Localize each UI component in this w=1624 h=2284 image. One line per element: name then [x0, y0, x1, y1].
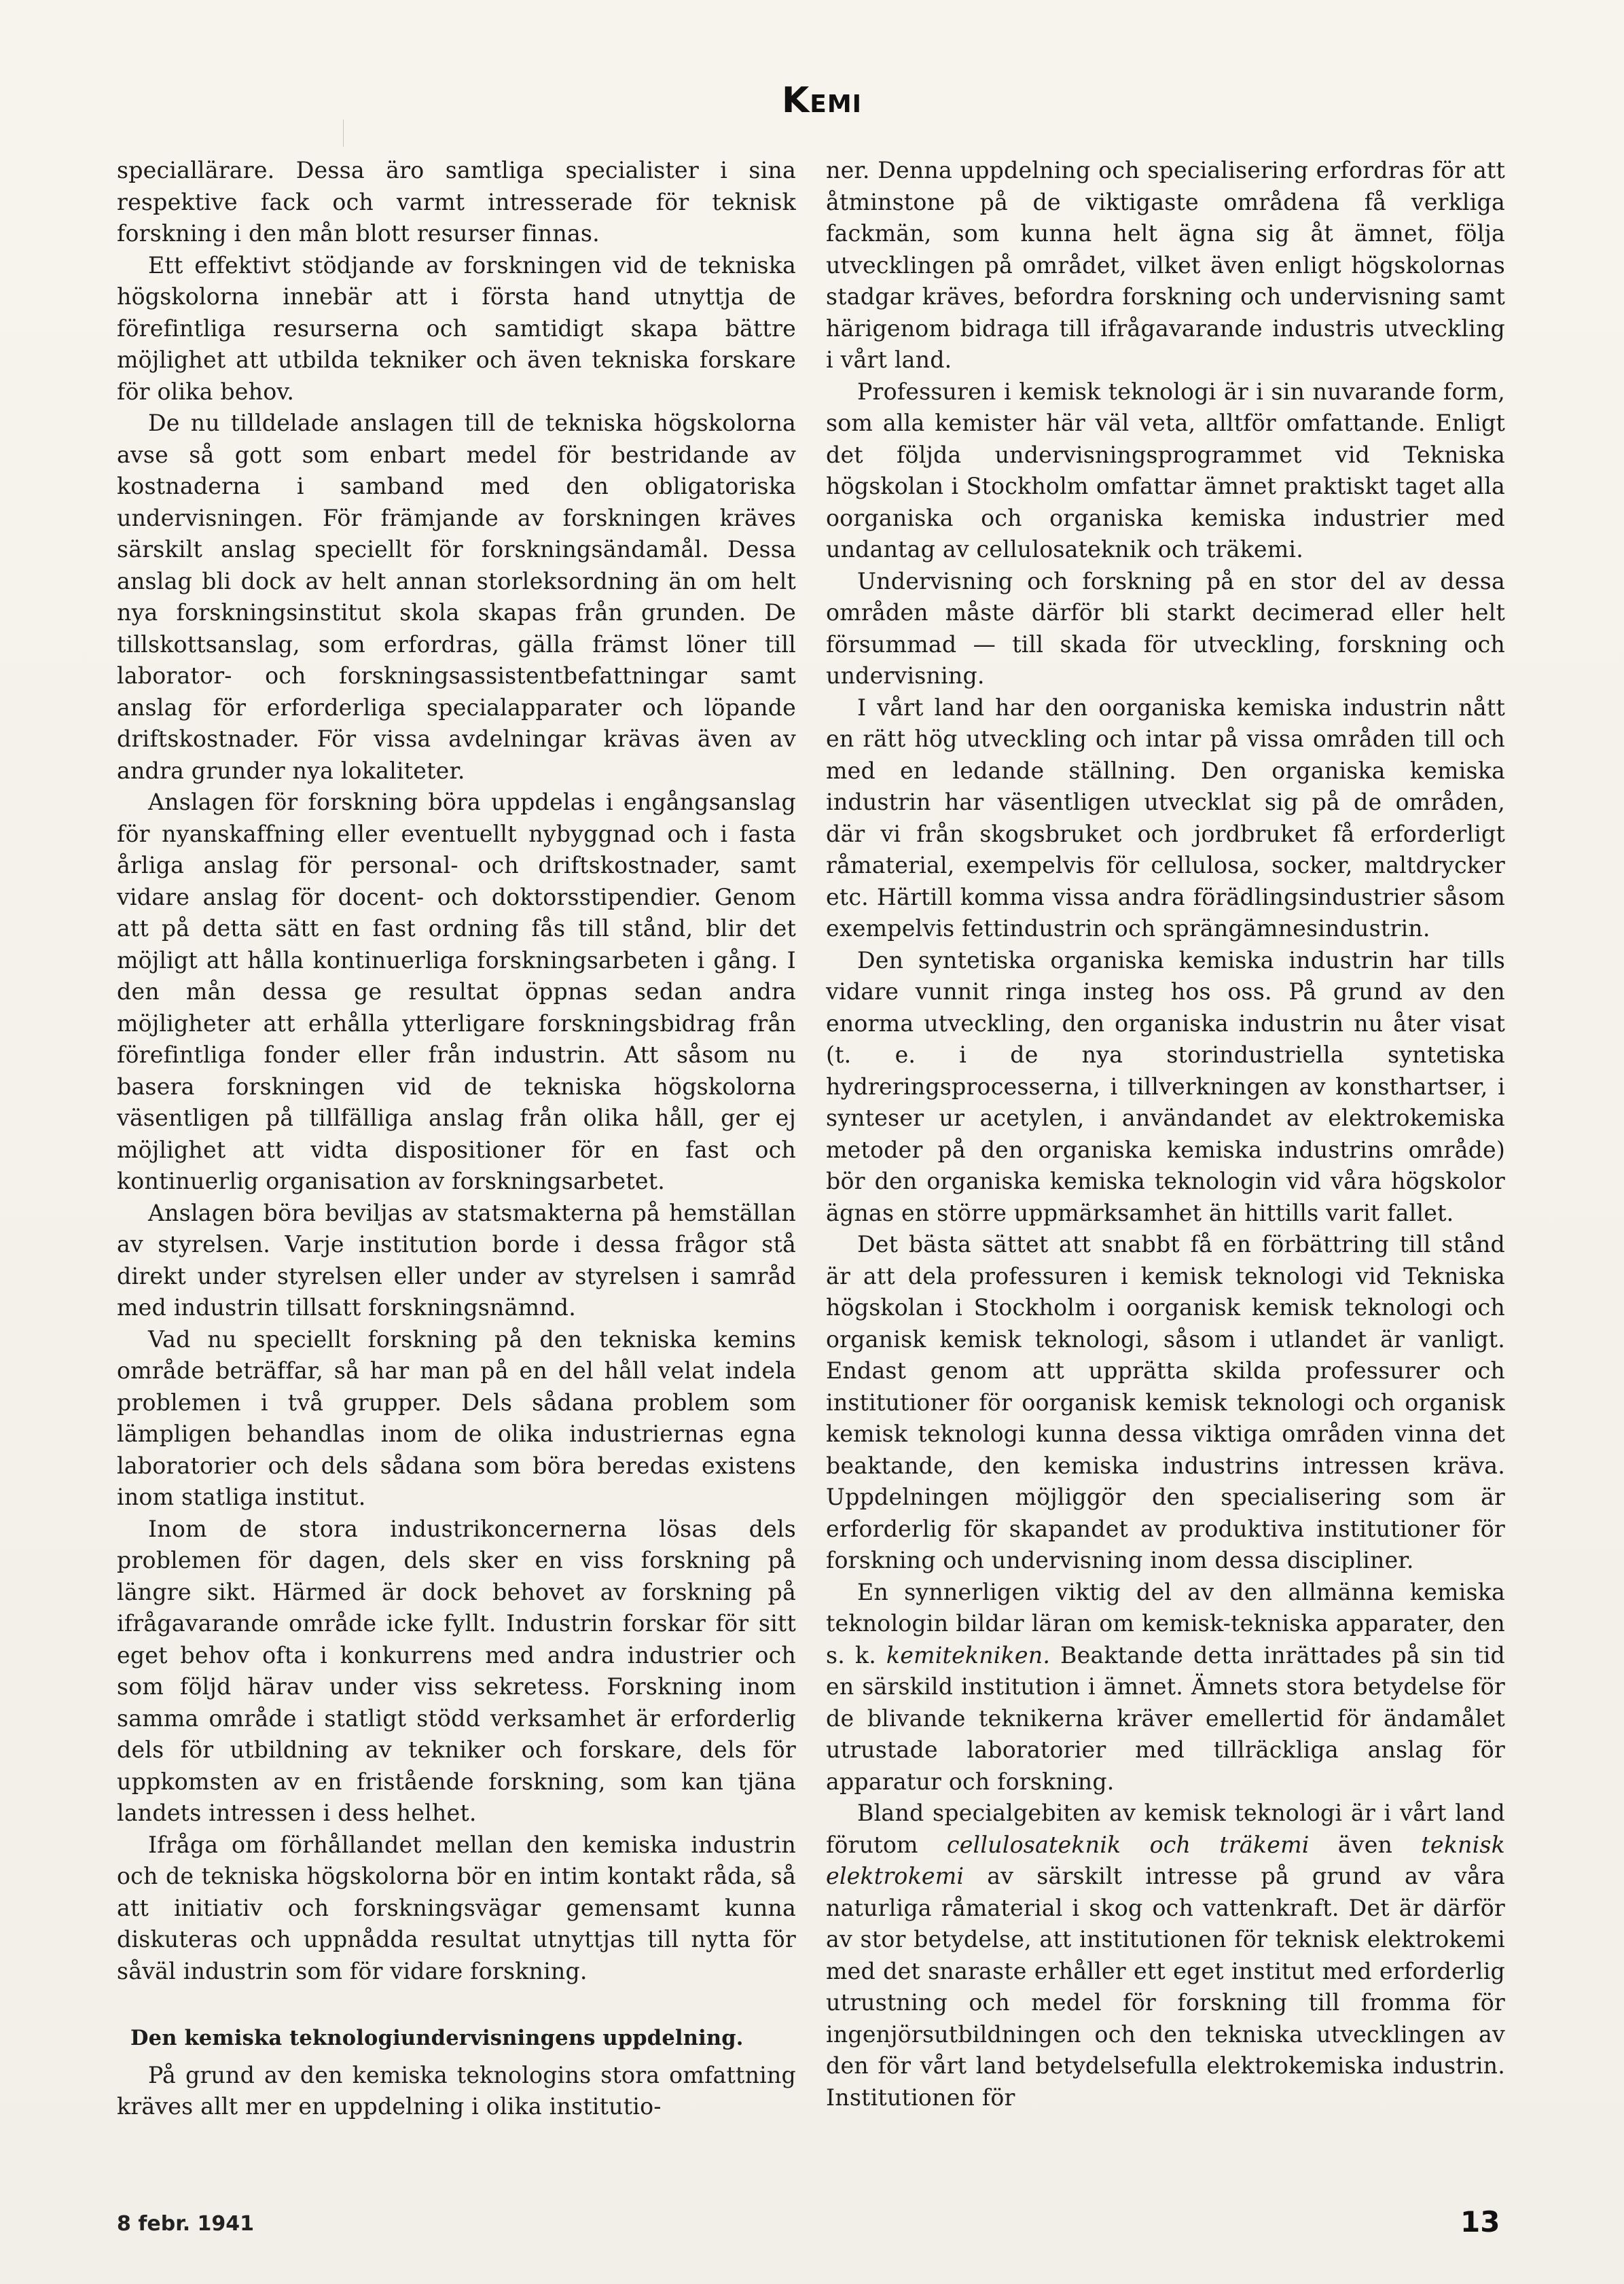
paragraph: Inom de stora industrikoncernerna lösas dels problemen för dagen, dels sker en viss forskning på längre sikt. Härmed är dock behovet av forskning på ifrågavarande område icke fyllt. Industrin forskar för sitt eget behov ofta i konkurrens med andra industrier och som följd härav under viss sekretess. Forskning inom samma område i statligt stödd verksamhet är erforderlig dels för utbildning av tekniker och forskare, dels för uppkomsten av en fristående forskning, som kan tjäna landets intressen i dess helhet. [117, 1515, 796, 1826]
section-heading: Kemi [781, 80, 863, 121]
left-column [117, 155, 796, 2123]
paragraph: speciallärare. Dessa äro samtliga specialister i sina respektive fack och varmt intresserade för teknisk forskning i den mån blott resurser finnas. [117, 157, 796, 247]
italic-term: kemitekniken. [886, 1641, 1051, 1669]
text-run: Beaktande detta inrättades på sin tid en särskild institution i ämnet. Ämnets stora betydelse för de blivande teknikerna kräver emellertid för ändamålet utrustade laboratorier med tillräckliga anslag för apparatur och forskning. [826, 1641, 1505, 1795]
paragraph: Anslagen böra beviljas av statsmakterna på hemställan av styrelsen. Varje institution borde i dessa frågor stå direkt under styrelsen eller under av styrelsen i samråd med industrin tillsatt forskningsnämnd. [117, 1199, 796, 1321]
text-run: En synnerligen viktig del av den allmänna kemiska teknologin bildar läran om kemisk-tekniska apparater, den s. k. [826, 1578, 1505, 1669]
paragraph: Professuren i kemisk teknologi är i sin nuvarande form, som alla kemister här väl veta, alltför omfattande. Enligt det följda undervisningsprogrammet vid Tekniska högskolan i Stockholm omfattar ämnet praktiskt taget alla oorganiska och organiska kemiska industrier med undantag av cellulosateknik och träkemi. [826, 378, 1505, 563]
paragraph: På grund av den kemiska teknologins stora omfattning kräves allt mer en uppdelning i olika institutio- [117, 2061, 796, 2120]
margin-mark [343, 120, 344, 147]
paragraph: Det bästa sättet att snabbt få en förbättring till stånd är att dela professuren i kemisk teknologi vid Tekniska högskolan i Stockholm i oorganisk kemisk teknologi och organisk kemisk teknologi, såsom i utlandet är vanligt. Endast genom att upprätta skilda professurer och institutioner för oorganisk kemisk teknologi och organisk kemisk teknologi kunna dessa viktiga områden vinna det beaktande, den kemiska industrins intressen kräva. Uppdelningen möjliggör den specialisering som är erforderlig för skapandet av produktiva institutioner för forskning och undervisning inom dessa discipliner. [826, 1231, 1505, 1573]
paragraph [826, 1798, 1505, 2113]
italic-term: cellulosateknik och träkemi [946, 1831, 1310, 1858]
paragraph: Vad nu speciellt forskning på den tekniska kemins område beträffar, så har man på en del håll velat indela problemen i två grupper. Dels sådana problem som lämpligen behandlas inom de olika industriernas egna laboratorier och dels sådana som böra beredas existens inom statliga institut. [117, 1325, 796, 1510]
paragraph: I vårt land har den oorganiska kemiska industrin nått en rätt hög utveckling och intar på vissa områden till och med en ledande ställning. Den organiska kemiska industrin har väsentligen utvecklat sig på de områden, där vi från skogsbruket och jordbruket få erforderligt råmaterial, exempelvis för cellulosa, socker, maltdrycker etc. Härtill komma vissa andra förädlingsindustrier såsom exempelvis fettindustrin och sprängämnesindustrin. [826, 694, 1505, 942]
paragraph: Undervisning och forskning på en stor del av dessa områden måste därför bli starkt decimerad eller helt försummad — till skada för utveckling, forskning och undervisning. [826, 567, 1505, 689]
paragraph: Den syntetiska organiska kemiska industrin har tills vidare vunnit ringa insteg hos oss. På grund av den enorma utveckling, den organiska industrin nu åter visat (t. e. i de nya storindustriella syntetiska hydreringsprocesserna, i tillverkningen av konsthartser, i synteser ur acetylen, i användandet av elektrokemiska metoder på den organiska kemiska industrins område) bör den organiska kemiska teknologin vid våra högskolor ägnas en större uppmärksamhet än hittills varit fallet. [826, 946, 1505, 1226]
right-column [826, 155, 1505, 2113]
text-run: av särskilt intresse på grund av våra naturliga råmaterial i skog och vattenkraft. Det är därför av stor betydelse, att institutionen för teknisk elektrokemi med det snaraste erhåller ett eget institut med erforderlig utrustning och medel för forskning till fromma för ingenjörsutbildningen och den tekniska utvecklingen av den för vårt land betydelsefulla elektrokemiska industrin. Institutionen för [826, 1863, 1505, 2111]
paragraph: Ett effektivt stödjande av forskningen vid de tekniska högskolorna innebär att i första hand utnyttja de förefintliga resurserna och samtidigt skapa bättre möjlighet att utbilda tekniker och även tekniska forskare för olika behov. [117, 251, 796, 405]
paragraph: De nu tilldelade anslagen till de tekniska högskolorna avse så gott som enbart medel för bestridande av kostnaderna i samband med den obligatoriska undervisningen. För främjande av forskningen kräves särskilt anslag speciellt för forskningsändamål. Dessa anslag bli dock av helt annan storleksordning än om helt nya forskningsinstitut skola skapas från grunden. De tillskottsanslag, som erfordras, gälla främst löner till laborator- och forskningsassistentbefattningar samt anslag för erforderliga specialapparater och löpande driftskostnader. För vissa avdelningar krävas även av andra grunder nya lokaliteter. [117, 410, 796, 784]
paragraph [826, 1577, 1505, 1798]
paragraph: ner. Denna uppdelning och specialisering erfordras för att åtminstone på de viktigaste områdena få verkliga fackmän, som kunna helt ägna sig åt ämnet, följa utvecklingen på området, vilket även enligt högskolornas stadgar kräves, befordra forskning och undervisning samt härigenom bidraga till ifrågavarande industris utveckling i vårt land. [826, 157, 1505, 373]
paragraph: Anslagen för forskning böra uppdelas i engångsanslag för nyanskaffning eller eventuellt nybyggnad och i fasta årliga anslag för personal- och driftskostnader, samt vidare anslag för docent- och doktorsstipendier. Genom att på detta sätt en fast ordning fås till stånd, blir det möjligt att hålla kontinuerliga forskningsarbeten i gång. I den mån dessa ge resultat öppnas sedan andra möjligheter att erhålla ytterligare forskningsbidrag från förefintliga fonder eller från industrin. Att såsom nu basera forskningen vid de tekniska högskolorna väsentligen på tillfälliga anslag från olika håll, ger ej möjlighet att vidta dispositioner för en fast och kontinuerlig organisation av forskningsarbetet. [117, 789, 796, 1194]
paragraph: Ifråga om förhållandet mellan den kemiska industrin och de tekniska högskolorna bör en intim kontakt råda, så att initiativ och forskningsvägar gemensamt kunna diskuteras och uppnådda resultat utnyttjas till nytta för såväl industrin som för vidare forskning. [117, 1831, 796, 1984]
subheading: Den kemiska teknologiundervisningens uppdelning. [130, 2026, 744, 2050]
text-run: Bland specialgebiten av kemisk teknologi är i vårt land förutom [826, 1800, 1505, 1858]
issue-date: 8 febr. 1941 [117, 2212, 255, 2236]
text-run: även [1309, 1831, 1422, 1858]
italic-term: teknisk elektrokemi [826, 1831, 1505, 1889]
page-number: 13 [1460, 2205, 1500, 2238]
